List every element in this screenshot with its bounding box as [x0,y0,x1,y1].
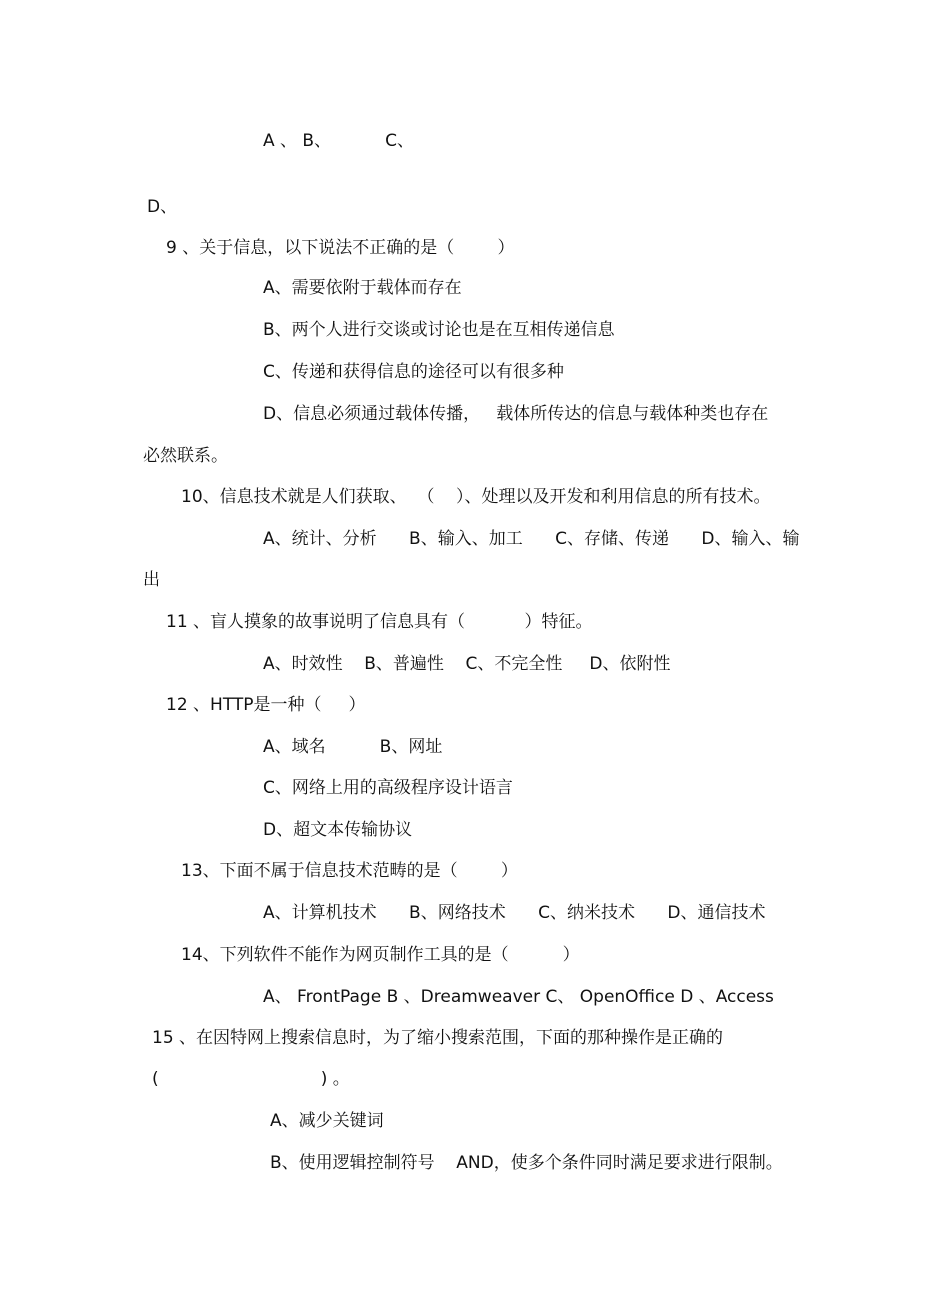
question-12-option-c: C、网络上用的高级程序设计语言 [263,778,513,798]
question-14-stem: 14、下列软件不能作为网页制作工具的是（ ） [181,945,580,965]
question-11-options: A、时效性 B、普遍性 C、不完全性 D、依附性 [263,654,671,674]
question-9-stem: 9 、关于信息，以下说法不正确的是（ ） [166,238,515,258]
question-14-options: A、 FrontPage B 、Dreamweaver C、 OpenOffice D 、Access [263,987,774,1007]
question-10-stem: 10、信息技术就是人们获取、 （ ）、处理以及开发和利用信息的所有技术。 [181,487,771,507]
question-11-stem: 11 、盲人摸象的故事说明了信息具有（ ）特征。 [166,612,593,632]
question-10-options-continued: 出 [143,570,160,590]
question-12-stem: 12 、HTTP是一种（ ） [166,695,366,715]
question-15-option-b: B、使用逻辑控制符号 AND，使多个条件同时满足要求进行限制。 [270,1153,783,1173]
question-13-options: A、计算机技术 B、网络技术 C、纳米技术 D、通信技术 [263,903,766,923]
question-9-option-a: A、需要依附于载体而存在 [263,278,462,298]
q8-options-line-1: A 、 B、 C、 [263,131,415,151]
question-9-option-d-continued: 必然联系。 [143,446,228,466]
question-15-option-a: A、减少关键词 [270,1111,384,1131]
question-9-option-b: B、两个人进行交谈或讨论也是在互相传递信息 [263,320,615,340]
question-12-options-ab: A、域名 B、网址 [263,737,443,757]
question-10-options: A、统计、分析 B、输入、加工 C、存储、传递 D、输入、输 [263,529,800,549]
question-15-stem-continued: ( ) 。 [152,1069,350,1089]
question-13-stem: 13、下面不属于信息技术范畴的是（ ） [181,861,518,881]
question-9-option-c: C、传递和获得信息的途径可以有很多种 [263,362,564,382]
q8-options-line-2: D、 [147,197,178,217]
question-9-option-d: D、信息必须通过载体传播， 载体所传达的信息与载体种类也存在 [263,404,769,424]
question-15-stem: 15 、在因特网上搜索信息时，为了缩小搜索范围，下面的那种操作是正确的 [152,1028,724,1048]
question-12-option-d: D、超文本传输协议 [263,820,413,840]
